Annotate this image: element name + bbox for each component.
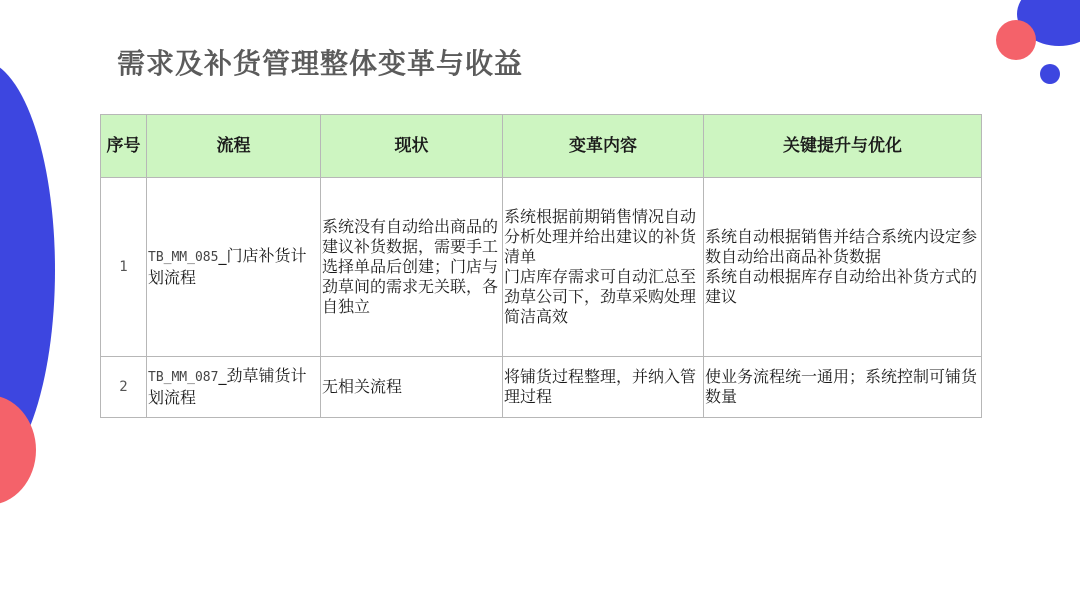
comparison-table <box>100 114 982 418</box>
table-row <box>101 178 982 357</box>
row-benefit: 使业务流程统一通用；系统控制可铺货数量 <box>704 357 982 418</box>
header-benefit: 关键提升与优化 <box>704 115 982 178</box>
row-current: 系统没有自动给出商品的建议补货数据，需要手工选择单品后创建；门店与劲草间的需求无关联，各自独立 <box>321 178 503 357</box>
header-index: 序号 <box>101 115 147 178</box>
process-name: _劲草铺货计划流程 <box>148 366 307 407</box>
process-name: _门店补货计划流程 <box>148 246 307 287</box>
header-change: 变革内容 <box>503 115 704 178</box>
process-code: TB_MM_087 <box>148 370 219 385</box>
row-change: 系统根据前期销售情况自动分析处理并给出建议的补货清单 门店库存需求可自动汇总至劲草公司下，劲草采购处理简洁高效 <box>503 178 704 357</box>
table-header-row <box>101 115 982 178</box>
process-code: TB_MM_085 <box>148 250 219 265</box>
decorative-red-circle-top-right <box>996 20 1036 60</box>
row-process <box>147 178 321 357</box>
row-index: 2 <box>101 357 147 418</box>
row-current: 无相关流程 <box>321 357 503 418</box>
table-row <box>101 357 982 418</box>
row-process <box>147 357 321 418</box>
row-change: 将铺货过程整理，并纳入管理过程 <box>503 357 704 418</box>
row-benefit: 系统自动根据销售并结合系统内设定参数自动给出商品补货数据 系统自动根据库存自动给出补货方式的建议 <box>704 178 982 357</box>
page-title: 需求及补货管理整体变革与收益 <box>117 47 524 80</box>
header-current: 现状 <box>321 115 503 178</box>
header-process: 流程 <box>147 115 321 178</box>
decorative-blue-dot-top-right <box>1040 64 1060 84</box>
row-index: 1 <box>101 178 147 357</box>
